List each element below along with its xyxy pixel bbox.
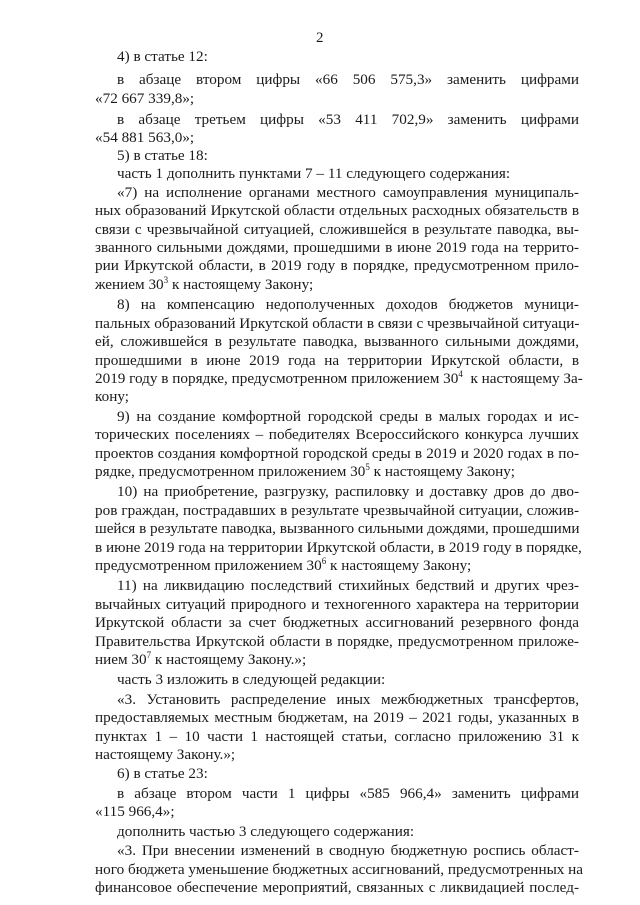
text-line: Правительства Иркутской области в порядке, предусмотренном приложе- [95,632,579,650]
text-line: в абзаце третьем цифры «53 411 702,9» заменить цифрами [117,111,579,129]
text-line: прошедшими в июне 2019 года на территории Иркутской области, в [95,351,579,369]
text-line: «115 966,4»; [95,803,175,821]
text-line: пальных образований Иркутской области в связи с чрезвычайной ситуаци- [95,314,580,332]
text-line: званного сильными дождями, прошедшими в июне 2019 года на террито- [95,239,579,257]
text-line: настоящему Закону.»; [95,746,236,764]
text-line: связи с чрезвычайной ситуацией, сложившейся в результате паводка, вы- [95,220,579,238]
text-line: «3. При внесении изменений в сводную бюджетную роспись област- [117,842,579,860]
text-line: в абзаце втором части 1 цифры «585 966,4» заменить цифрами [117,784,579,802]
text-line: ных образований Иркутской области отдельных расходных обязательств в [95,202,579,220]
text-line: «54 881 563,0»; [95,129,195,147]
text-line: 4) в статье 12: [117,48,208,65]
page-number: 2 [316,30,324,46]
text-line: финансовое обеспечение мероприятий, связанных с ликвидацией послед- [95,879,579,896]
text-line: ного бюджета уменьшение бюджетных ассигнований, предусмотренных на [95,860,584,878]
text-line: «72 667 339,8»; [95,89,195,107]
text-line: 6) в статье 23: [117,764,208,782]
text-line: рядке, предусмотренном приложением $30^5$ к настоящему Закону; [95,462,515,480]
text-line: 2019 году в порядке, предусмотренном приложением $30^4$ к настоящему За- [95,368,583,387]
text-line: 11) на ликвидацию последствий стихийных бедствий и других чрез- [117,577,579,595]
text-line: часть 1 дополнить пунктами 7 – 11 следующего содержания: [117,165,511,183]
text-line: в абзаце втором цифры «66 506 575,3» заменить цифрами [117,71,579,89]
text-line: нием $30^7$ к настоящему Закону.»; [95,650,307,669]
text-line: Иркутской области за счет бюджетных ассигнований резервного фонда [95,614,579,632]
text-line: жением $30^3$ к настоящему Закону; [95,274,314,293]
text-line: шейся в результате паводка, вызванного сильными дождями, прошедшими [95,520,580,538]
text-line: дополнить частью 3 следующего содержания: [117,822,415,840]
text-line: 9) на создание комфортной городской среды в малых городах и ис- [117,407,579,425]
text-line: рии Иркутской области, в 2019 году в порядке, предусмотренном прило- [95,257,579,275]
text-line: торических поселениях – победителях Всероссийского конкурса лучших [95,426,579,444]
text-line: 10) на приобретение, разгрузку, распиловку и доставку дров до дво- [117,483,579,501]
text-line: пунктах 1 – 10 части 1 настоящей статьи, согласно приложению 31 к [95,727,579,745]
text-line: предоставляемых местным бюджетам, на 2019 – 2021 годы, указанных в [95,709,579,727]
text-line: часть 3 изложить в следующей редакции: [117,670,386,688]
text-line: предусмотренном приложением $30^6$ к настоящему Закону; [95,556,472,575]
text-line: 5) в статье 18: [117,146,208,164]
text-line: «7) на исполнение органами местного самоуправления муниципаль- [117,183,579,201]
text-line: «3. Установить распределение иных межбюджетных трансфертов, [117,690,579,708]
text-line: 8) на компенсацию недополученных доходов бюджетов муници- [117,296,579,314]
text-line: проектов создания комфортной городской среды в 2019 и 2020 годах в по- [95,444,579,462]
text-line: ров граждан, пострадавших в результате чрезвычайной ситуации, сложив- [95,501,579,519]
text-line: в июне 2019 года на территории Иркутской области, в 2019 году в порядке, [95,538,582,556]
text-line: вычайных ситуаций природного и техногенного характера на территории [95,595,579,613]
text-line: кону; [95,388,129,406]
text-line: ей, сложившейся в результате паводка, вызванного сильными дождями, [95,333,579,351]
